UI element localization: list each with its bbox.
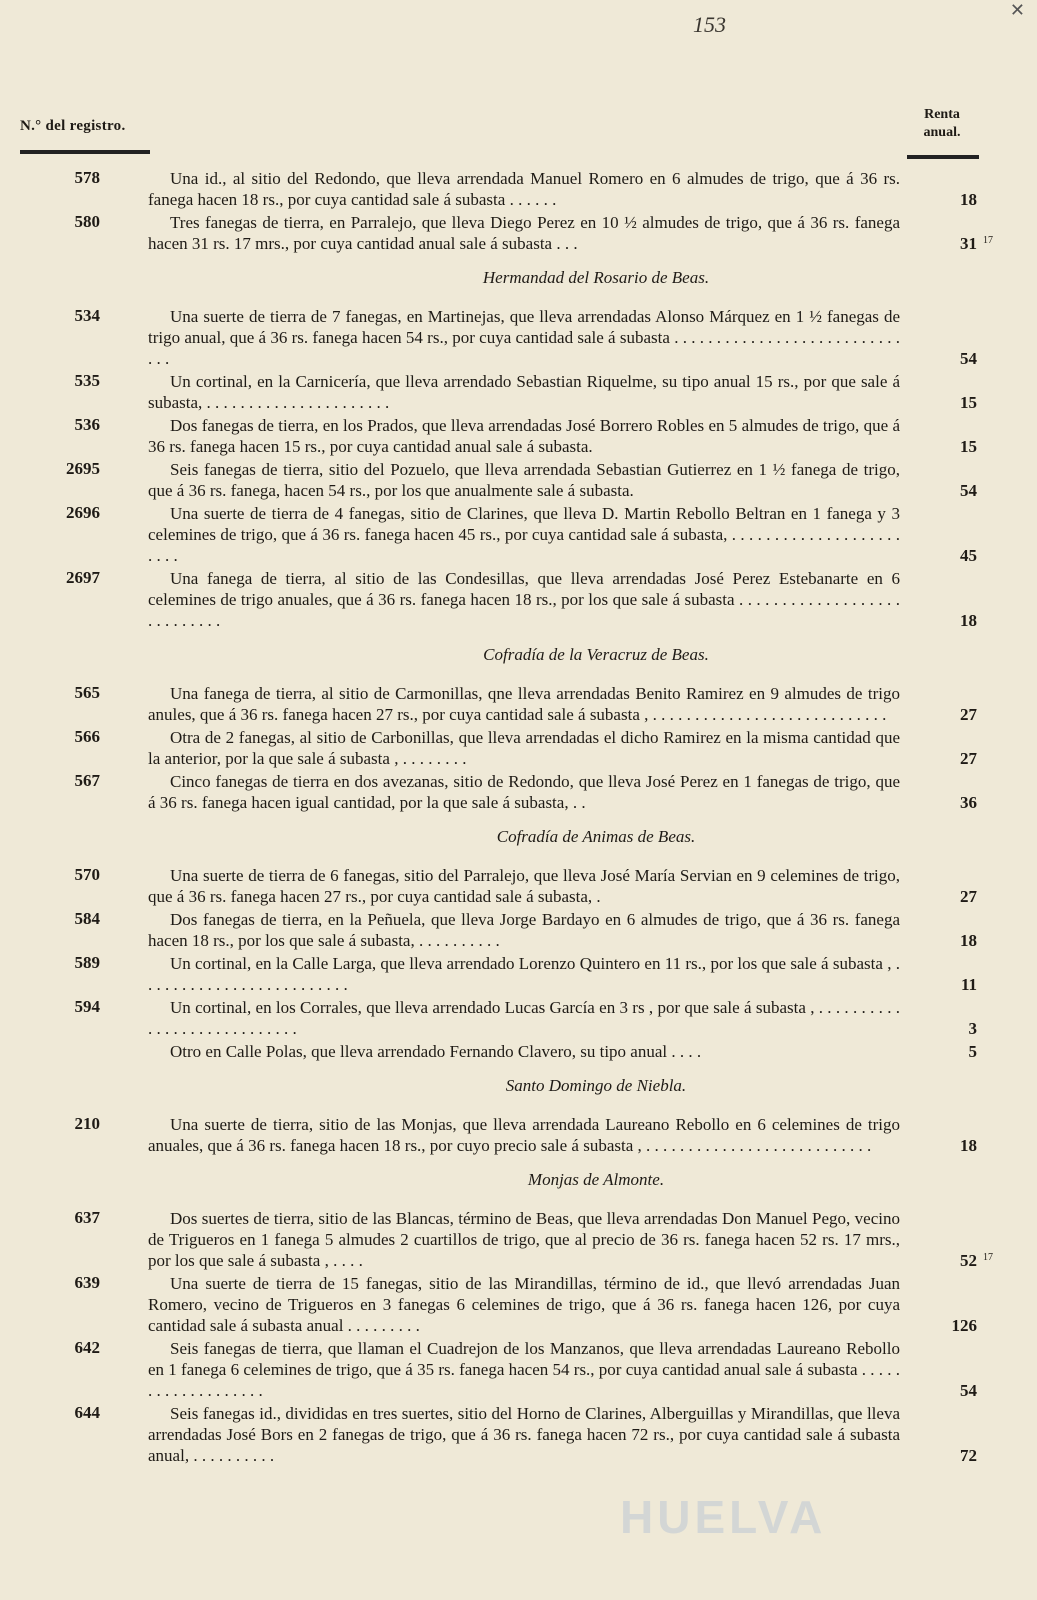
registry-entry (0, 371, 1037, 413)
annual-rent: 11 (960, 975, 977, 994)
annual-rent: 5 (968, 1042, 977, 1061)
entry-description: Una suerte de tierra de 7 fanegas, en Martinejas, que lleva arrendadas Alonso Márquez en 1 ½ fanegas de trigo anual, que á 36 rs. fanega hacen 54 rs., por cuya cantidad sale á subasta . . . . . . . . . . . . . . . . . . . . . . . . . . . . . . (148, 307, 900, 368)
registry-number: 535 (74, 371, 100, 390)
section-title: Monjas de Almonte. (527, 1170, 665, 1189)
registry-entry (0, 865, 1037, 907)
registry-entry (0, 568, 1037, 631)
annual-rent: 3 (968, 1019, 977, 1038)
registry-entry (0, 306, 1037, 369)
annual-rent: 45 (960, 546, 977, 565)
entry-description: Seis fanegas de tierra, que llaman el Cuadrejon de los Manzanos, que lleva arrendadas Laureano Rebollo en 1 fanega 6 celemines de trigo, que á 35 rs. fanega hacen 54 rs., por cuya cantidad anual sale á subasta . . . . . . . . . . . . . . . . . . . (148, 1339, 900, 1400)
registry-entry (0, 727, 1037, 769)
annual-rent: 18 (960, 611, 977, 630)
annual-rent: 15 (960, 393, 977, 412)
header-rule-right (907, 155, 979, 159)
registry-number: 570 (74, 865, 100, 884)
registry-number: 642 (74, 1338, 100, 1357)
entry-description: Dos suertes de tierra, sitio de las Blancas, término de Beas, que lleva arrendadas Don Manuel Pego, vecino de Trigueros en 1 fanega 5 almudes 2 cuartillos de trigo, que al precio de 36 rs. fanega hacen 52 rs. 17 mrs., por los que sale á subasta , . . . . (148, 1209, 900, 1270)
rent-maravedis: 17 (983, 235, 993, 246)
registry-number: 594 (74, 997, 100, 1016)
section-title: Cofradía de Animas de Beas. (496, 827, 696, 846)
entry-description: Otra de 2 fanegas, al sitio de Carbonillas, que lleva arrendadas el dicho Ramirez en la misma cantidad que la anterior, por la que sale á subasta , . . . . . . . . (148, 728, 900, 768)
annual-rent: 18 (960, 190, 977, 209)
entry-description: Una suerte de tierra, sitio de las Monjas, que lleva arrendada Laureano Rebollo en 6 celemines de trigo anuales, que á 36 rs. fanega hacen 18 rs., por cuyo precio sale á subasta , . . . . . . . . . . . . . . . . . . . . . . . . . . . (148, 1115, 900, 1155)
registry-number: 578 (74, 168, 100, 187)
entry-description: Dos fanegas de tierra, en la Peñuela, que lleva Jorge Bardayo en 6 almudes de trigo, que á 36 rs. fanega hacen 18 rs., por los que sale á subasta, . . . . . . . . . . (148, 910, 900, 950)
annual-rent: 15 (960, 437, 977, 456)
entry-description: Una suerte de tierra de 15 fanegas, sitio de las Mirandillas, término de id., que llevó arrendadas Juan Romero, vecino de Trigueros en 3 fanegas 6 celemines de trigo, que á 36 rs. fanega hacen 126, por cuya cantidad sale á subasta anual . . . . . . . . . (148, 1274, 900, 1335)
entry-description: Una fanega de tierra, al sitio de las Condesillas, que lleva arrendadas José Perez Estebanarte en 6 celemines de trigo anuales, que á 36 rs. fanega hacen 18 rs., por los que sale á subasta . . . . . . . . . . . . . . . . . . . . . . . . . . . . (148, 569, 900, 630)
registry-number: 567 (74, 771, 100, 790)
registry-entry (0, 1114, 1037, 1156)
registry-entry (0, 212, 1037, 254)
section-title: Cofradía de la Veracruz de Beas. (483, 645, 709, 664)
annual-rent: 27 (960, 887, 977, 906)
registry-entry (0, 1403, 1037, 1466)
annual-rent: 72 (960, 1446, 977, 1465)
registry-number: 210 (74, 1114, 100, 1133)
entry-description: Seis fanegas id., divididas en tres suertes, sitio del Horno de Clarines, Alberguillas y Mirandillas, que lleva arrendadas José Bors en 2 fanegas de trigo, que á 36 rs. fanega hacen 72 rs., por cuya cantidad sale á subasta anual, . . . . . . . . . . (148, 1404, 900, 1465)
annual-rent: 54 (960, 481, 977, 500)
annual-rent: 18 (960, 931, 977, 950)
entry-description: Una fanega de tierra, al sitio de Carmonillas, qne lleva arrendadas Benito Ramirez en 9 almudes de trigo anules, que á 36 rs. fanega hacen 27 rs., por cuya cantidad sale á subasta , . . . . . . . . . . . . . . . . . . . . . . . . . . . . (148, 684, 900, 724)
entry-description: Otro en Calle Polas, que lleva arrendado Fernando Clavero, su tipo anual . . . . (170, 1042, 702, 1061)
registry-entry (0, 771, 1037, 813)
annual-rent: 54 (960, 349, 977, 368)
registry-entry (0, 909, 1037, 951)
registry-entry (0, 683, 1037, 725)
registry-number: 584 (74, 909, 100, 928)
registry-number: 534 (74, 306, 100, 325)
registry-number: 589 (74, 953, 100, 972)
entry-description: Tres fanegas de tierra, en Parralejo, que lleva Diego Perez en 10 ½ almudes de trigo, que á 36 rs. fanega hacen 31 rs. 17 mrs., por cuya cantidad anual sale á subasta . . . (148, 213, 900, 253)
corner-mark: ✕ (1009, 0, 1025, 20)
entry-description: Seis fanegas de tierra, sitio del Pozuelo, que lleva arrendada Sebastian Gutierrez en 1 ½ fanega de trigo, que á 36 rs. fanega, hacen 54 rs., por los que anualmente sale á subasta. (148, 460, 900, 500)
entry-description: Una suerte de tierra de 4 fanegas, sitio de Clarines, que lleva D. Martin Rebollo Beltran en 1 fanega y 3 celemines de trigo, que á 36 rs. fanega hacen 45 rs., por cuya cantidad sale á subasta, . . . . . . . . . . . . . . . . . . . . . . . . (148, 504, 900, 565)
registry-entry (0, 953, 1037, 995)
registry-entry (0, 415, 1037, 457)
registry-entry (0, 168, 1037, 210)
registry-number: 2697 (66, 568, 100, 587)
registry-number: 536 (74, 415, 100, 434)
entry-description: Un cortinal, en los Corrales, que lleva arrendado Lucas García en 3 rs , por que sale á subasta , . . . . . . . . . . . . . . . . . . . . . . . . . . . . (148, 998, 900, 1038)
annual-rent: 27 (960, 705, 977, 724)
rent-header-line1: Renta (924, 107, 960, 122)
annual-rent: 52 (960, 1251, 977, 1270)
registry-entry (0, 997, 1037, 1039)
entry-description: Cinco fanegas de tierra en dos avezanas, sitio de Redondo, que lleva José Perez en 1 fanegas de trigo, que á 36 rs. fanega hacen igual cantidad, por la que sale á subasta, . . (148, 772, 900, 812)
registry-number: 565 (74, 683, 100, 702)
entry-description: Un cortinal, en la Calle Larga, que lleva arrendado Lorenzo Quintero en 11 rs., por los que sale á subasta , . . . . . . . . . . . . . . . . . . . . . . . . . (148, 954, 900, 994)
annual-rent: 126 (951, 1316, 977, 1335)
rent-column-header (912, 106, 972, 142)
registry-number: 566 (74, 727, 100, 746)
registry-entry (0, 503, 1037, 566)
annual-rent: 27 (960, 749, 977, 768)
registry-number: 644 (74, 1403, 100, 1422)
registry-entry (0, 1208, 1037, 1271)
watermark: HUELVA (620, 1491, 827, 1543)
entry-description: Una suerte de tierra de 6 fanegas, sitio del Parralejo, que lleva José María Servian en 9 celemines de trigo, que á 36 rs. fanega hacen 27 rs., por cuya cantidad sale á subasta, . (148, 866, 900, 906)
header-rule-left (20, 150, 150, 154)
entry-description: Un cortinal, en la Carnicería, que lleva arrendado Sebastian Riquelme, su tipo anual 15 rs., por que sale á subasta, . . . . . . . . . . . . . . . . . . . . . . (148, 372, 900, 412)
annual-rent: 31 (960, 234, 977, 253)
entry-description: Dos fanegas de tierra, en los Prados, que lleva arrendadas José Borrero Robles en 5 almudes de trigo, que á 36 rs. fanega hacen 15 rs., por cuya cantidad anual sale á subasta. (148, 416, 900, 456)
annual-rent: 54 (960, 1381, 977, 1400)
section-title: Santo Domingo de Niebla. (505, 1076, 687, 1095)
annual-rent: 18 (960, 1136, 977, 1155)
registry-entry (0, 1041, 1037, 1062)
annual-rent: 36 (960, 793, 977, 812)
entry-description: Una id., al sitio del Redondo, que lleva arrendada Manuel Romero en 6 almudes de trigo, que á 36 rs. fanega hacen 18 rs., por cuya cantidad sale á subasta . . . . . . (148, 169, 900, 209)
registry-entry (0, 459, 1037, 501)
rent-maravedis: 17 (983, 1252, 993, 1263)
registry-entry (0, 1273, 1037, 1336)
registry-entry (0, 1338, 1037, 1401)
registry-number: 2695 (66, 459, 100, 478)
registry-number: 637 (74, 1208, 100, 1227)
registry-number: 639 (74, 1273, 100, 1292)
registry-number: 2696 (66, 503, 100, 522)
page-number: 153 (693, 12, 726, 37)
registry-listing (0, 168, 1037, 1468)
section-title: Hermandad del Rosario de Beas. (482, 268, 710, 287)
registry-column-header: N.° del registro. (20, 118, 126, 134)
registry-number: 580 (74, 212, 100, 231)
rent-header-line2: anual. (923, 125, 961, 140)
